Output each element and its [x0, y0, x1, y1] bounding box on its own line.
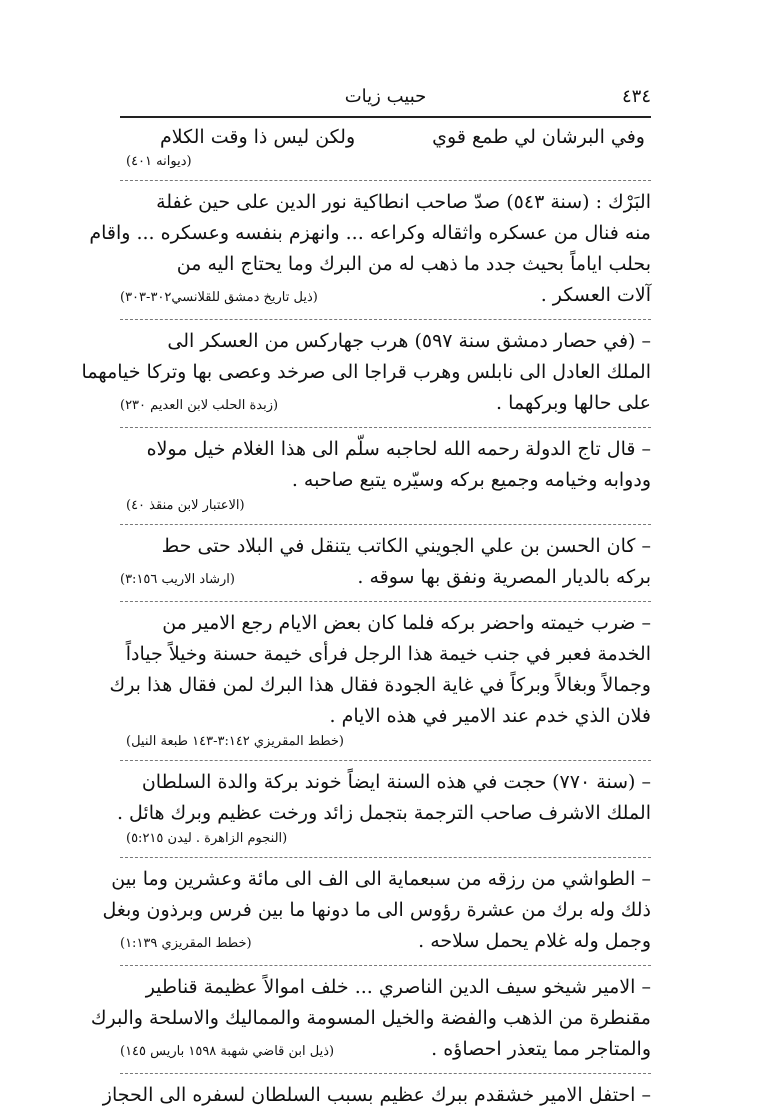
separator: [120, 427, 651, 428]
entries-list: [81, 187, 651, 1111]
verse-line: [120, 122, 651, 152]
entry: [90, 972, 651, 1065]
separator: [120, 1073, 651, 1074]
entry-source: (خطط المقريزي ٣:١٤٢-١٤٣ طبعة النيل): [126, 734, 344, 749]
entry-last-line: والمتاجر مما يتعذر احصاؤه .: [431, 1038, 651, 1060]
separator: [120, 319, 651, 320]
separator: [120, 601, 651, 602]
entry: [81, 326, 651, 419]
running-title: حبيب زيات: [344, 86, 427, 107]
entry-source: (الاعتبار لابن منقذ ٤٠): [126, 498, 245, 513]
entry-line: الخدمة فعبر في جنب خيمة هذا الرجل فرأى خيمة حسنة وخيلاً جياداً: [125, 643, 651, 665]
entry-last-line-with-source: [120, 1034, 651, 1065]
entry: [120, 531, 651, 593]
entry-line: – (سنة ٧٧٠) حجت في هذه السنة ايضاً خوند بركة والدة السلطان: [141, 771, 651, 793]
entry-line: الملك الاشرف صاحب الترجمة بتجمل زائد ورخت عظيم وبرك هائل .: [116, 802, 651, 824]
entry-line: – قال تاج الدولة رحمه الله لحاجبه سلّم الى هذا الغلام خيل مولاه: [146, 438, 651, 460]
entry-last-line-with-source: [120, 926, 651, 957]
entry: [102, 864, 651, 957]
entry-line: ذلك وله برك من عشرة رؤوس الى ما دونها ما بين فرس وبرذون وبغل: [102, 899, 651, 921]
entry-line: – الامير شيخو سيف الدين الناصري ... خلف اموالاً عظيمة قناطير: [145, 976, 651, 998]
header-rule: [120, 116, 651, 118]
entry-line: – (في حصار دمشق سنة ٥٩٧) هرب جهاركس من العسكر الى: [167, 330, 651, 352]
entry-source: (ارشاد الاريب ٣:١٥٦): [120, 572, 235, 587]
separator: [120, 965, 651, 966]
page-number: ٤٣٤: [621, 86, 651, 107]
running-header: [120, 86, 651, 107]
entry-line: – كان الحسن بن علي الجويني الكاتب يتنقل في البلاد حتى حط: [161, 535, 651, 557]
page-content: [81, 122, 651, 1113]
entry-source: (ذيل تاريخ دمشق للقلانسي٣٠٢-٣٠٣): [120, 290, 318, 305]
separator: [120, 857, 651, 858]
verse-hemistich-left: ولكن ليس ذا وقت الكلام: [160, 126, 356, 148]
verse-source: (ديوانه ٤٠١): [126, 154, 192, 169]
entry-line: وجمالاً وبغالاً وبركاً في غاية الجودة فقال هذا البرك لمن فقال هذا برك: [109, 674, 651, 696]
separator: [120, 180, 651, 181]
entry-line: مقنطرة من الذهب والفضة والخيل المسومة والمماليك والاسلحة والبرك: [90, 1007, 651, 1029]
entry-line: منه فنال من عسكره واثقاله وكراعه ... وانهزم بنفسه وعسكره ... واقام: [89, 222, 651, 244]
entry-last-line-with-source: [120, 388, 651, 419]
separator: [120, 524, 651, 525]
entry-line: فلان الذي خدم عند الامير في هذه الايام .: [329, 705, 651, 727]
entry: [116, 767, 651, 849]
entry: [120, 434, 651, 516]
entry-line: بحلب اياماً بحيث جدد ما ذهب له من البرك وما يحتاج اليه من: [176, 253, 651, 275]
entry-last-line: بركه بالديار المصرية ونفق بها سوقه .: [357, 566, 651, 588]
verse-hemistich-right: وفي البرشان لي طمع قوي: [432, 126, 645, 148]
entry-last-line: وجمل وله غلام يحمل سلاحه .: [418, 930, 651, 952]
entry-last-line-with-source: [120, 280, 651, 311]
entry-line: – الطواشي من رزقه من سبعماية الى الف الى مائة وعشرين وما بين: [111, 868, 651, 890]
entry-source: (خطط المقريزي ١:١٣٩): [120, 936, 252, 951]
entry-line: الملك العادل الى نابلس وهرب قراجا الى صرخد وعصى بها وتركا خيامهما: [81, 361, 651, 383]
entry-line: – احتفل الامير خشقدم ببرك عظيم بسبب السلطان لسفره الى الحجاز: [102, 1084, 651, 1106]
entry: [89, 187, 651, 311]
entry: [102, 1080, 651, 1111]
separator: [120, 760, 651, 761]
entry-last-line-with-source: [120, 562, 651, 593]
entry-last-line: آلات العسكر .: [540, 284, 651, 306]
entry-line: ودوابه وخيامه وجميع بركه وسيّره يتبع صاحبه .: [291, 469, 651, 491]
entry-source: (زبدة الحلب لابن العديم ٢٣٠): [120, 398, 279, 413]
entry-line: البَرْك : (سنة ٥٤٣) صدّ صاحب انطاكية نور الدين على حين غفلة: [156, 191, 651, 213]
entry-source: (ذيل ابن قاضي شهبة ١٥٩٨ باريس ١٤٥): [120, 1044, 335, 1059]
entry-line: – ضرب خيمته واحضر بركه فلما كان بعض الايام رجع الامير من: [162, 612, 651, 634]
entry: [109, 608, 651, 752]
entry-last-line: على حالها وبركهما .: [495, 392, 651, 414]
entry-source: (النجوم الزاهرة . ليدن ٥:٢١٥): [126, 831, 288, 846]
